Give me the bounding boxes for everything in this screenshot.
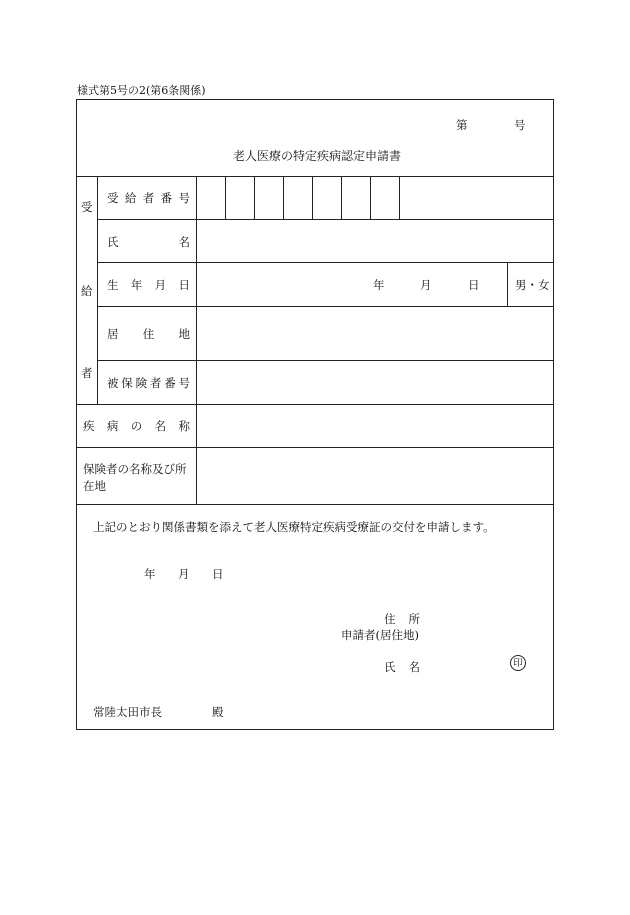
rule-box-1	[225, 176, 226, 219]
group-char-2: 給	[81, 284, 93, 298]
label-insurer-line1: 保険者の名称及び所	[83, 462, 187, 476]
label-recipient-number: 受 給 者 番 号	[107, 191, 190, 205]
label-insured-number: 被 保 険 者 番 号	[107, 376, 190, 390]
label-disease-name: 疾 病 の 名 称	[83, 419, 190, 433]
date-year: 年	[144, 567, 156, 581]
label-name: 氏 名	[107, 235, 190, 249]
rule-after-recipient	[76, 404, 554, 405]
applicant-label: 申請者(居住地)	[341, 628, 419, 642]
group-char-3: 者	[81, 366, 93, 380]
rule-after-disease	[76, 447, 554, 448]
birth-year-unit: 年	[373, 278, 385, 292]
rule-box-4	[312, 176, 313, 219]
rule-box-5	[341, 176, 342, 219]
applicant-name-label: 氏 名	[384, 660, 420, 674]
doc-number-dai: 第	[456, 118, 468, 132]
birth-day-unit: 日	[468, 278, 480, 292]
rule-group-column	[97, 176, 98, 404]
rule-recipient-2	[97, 262, 554, 263]
rule-recipient-4	[97, 360, 554, 361]
rule-box-3	[283, 176, 284, 219]
sex-choice: 男・女	[515, 278, 550, 292]
rule-after-insurer	[76, 504, 554, 505]
addressee-honorific: 殿	[212, 705, 224, 719]
birth-month-unit: 月	[420, 278, 432, 292]
rule-box-2	[254, 176, 255, 219]
date-month: 月	[178, 567, 190, 581]
form-reference: 様式第5号の2(第6条関係)	[77, 84, 206, 97]
rule-top-table	[76, 176, 554, 177]
seal-mark: 印	[510, 655, 526, 671]
rule-box-7	[399, 176, 400, 219]
label-birthdate: 生 年 月 日	[107, 278, 190, 292]
addressee-mayor: 常陸太田市長	[93, 705, 162, 719]
applicant-address-label: 住 所	[384, 612, 420, 626]
doc-number-go: 号	[514, 118, 526, 132]
date-day: 日	[212, 567, 224, 581]
declaration-text: 上記のとおり関係書類を添えて老人医療特定疾病受療証の交付を申請します。	[93, 520, 495, 534]
label-residence: 居 住 地	[107, 327, 190, 341]
rule-recipient-3	[97, 306, 554, 307]
label-insurer-line2: 在地	[83, 479, 106, 493]
form-title: 老人医療の特定疾病認定申請書	[233, 149, 402, 163]
group-char-1: 受	[81, 200, 93, 214]
rule-recipient-1	[97, 219, 554, 220]
rule-box-6	[370, 176, 371, 219]
rule-label-column	[196, 176, 197, 504]
rule-sex-column	[507, 262, 508, 306]
